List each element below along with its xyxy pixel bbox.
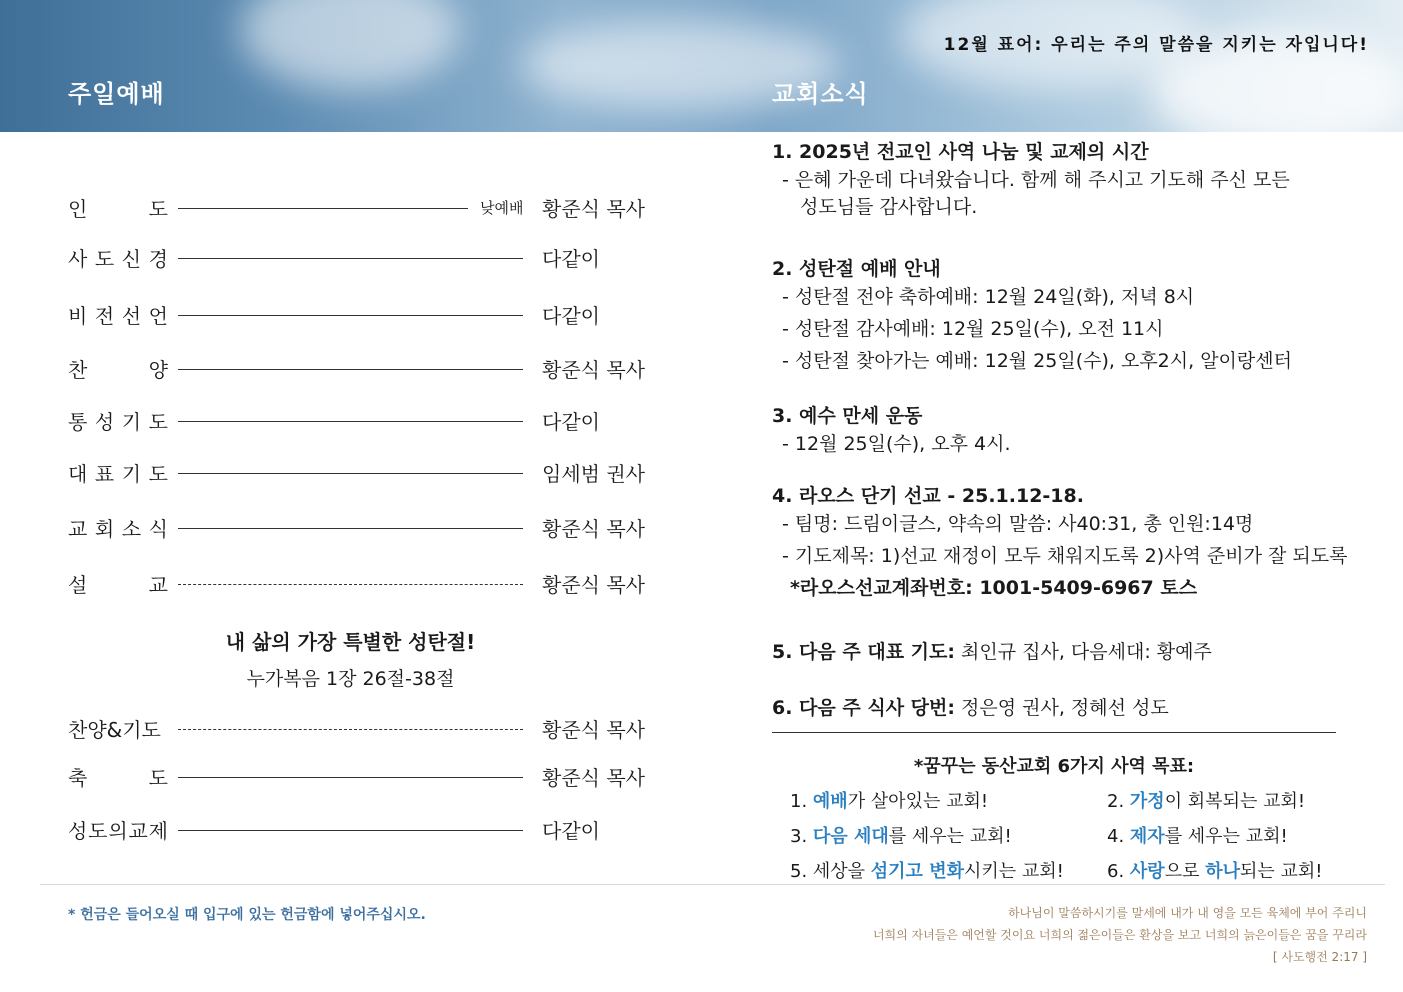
- goal-highlight: 제자: [1129, 826, 1165, 847]
- label-char: 제: [148, 819, 168, 843]
- news-section-title: 교회소식: [772, 80, 869, 108]
- label-char: 찬: [68, 358, 88, 382]
- footer-verse: [873, 902, 1367, 968]
- news-item-5: [772, 637, 1212, 664]
- goals-title: *꿈꾸는 동산교회 6가지 사역 목표:: [913, 756, 1195, 777]
- order-leader-line: [178, 421, 523, 422]
- label-char: 전: [94, 304, 115, 328]
- news-line: - 성탄절 감사예배: 12월 25일(수), 오전 11시: [782, 318, 1164, 340]
- order-row: [68, 569, 668, 599]
- goal-highlight: 하나: [1205, 861, 1240, 882]
- label-char: 축: [68, 766, 88, 790]
- news-item-6: [772, 693, 1169, 720]
- label-char: 신: [121, 247, 142, 271]
- goal-text: 4.: [1107, 826, 1130, 847]
- verse-line: 너희의 자녀들은 예언할 것이요 너희의 젊은이들은 환상을 보고 너희의 늙은이들은 꿈을 꾸리라: [872, 928, 1367, 942]
- goal-text: 를 세우는 교회!: [1164, 826, 1288, 847]
- order-leader-line: [178, 729, 523, 730]
- order-leader-line: [178, 584, 523, 585]
- news-item-3: [772, 401, 1011, 460]
- order-label: [68, 458, 168, 487]
- order-label: [68, 354, 168, 383]
- label-char: 도: [148, 766, 168, 790]
- order-leader: 황준식 목사: [542, 197, 645, 221]
- goal-text: 되는 교회!: [1239, 861, 1323, 882]
- label-char: 성: [94, 410, 115, 434]
- verse-reference: [ 사도행전 2:17 ]: [1272, 950, 1367, 964]
- order-leader-line: [178, 473, 523, 474]
- order-leader-line: [178, 830, 523, 831]
- goal-5: [790, 857, 1064, 883]
- order-leader: 임세범 권사: [542, 462, 645, 486]
- offering-notice: * 헌금은 들어오실 때 입구에 있는 헌금함에 넣어주십시오.: [68, 907, 426, 923]
- label-char: 인: [68, 197, 88, 221]
- order-row: [68, 513, 668, 543]
- label-char: 도: [148, 197, 168, 221]
- news-item-2: [772, 254, 1292, 377]
- goal-highlight: 예배: [812, 791, 848, 812]
- goal-6: [1107, 857, 1322, 883]
- label-char: 설: [68, 573, 88, 597]
- news-title: 1. 2025년 전교인 사역 나눔 및 교제의 시간: [772, 141, 1149, 163]
- news-line: - 팀명: 드림이글스, 약속의 말씀: 사40:31, 총 인원:14명: [782, 513, 1254, 535]
- news-line: - 성탄절 찾아가는 예배: 12월 25일(수), 오후2시, 알이랑센터: [782, 350, 1292, 372]
- order-leader: 황준식 목사: [542, 573, 645, 597]
- bank-account: *라오스선교계좌번호: 1001-5409-6967 토스: [790, 577, 1198, 599]
- order-leader: 다같이: [542, 819, 600, 843]
- order-label: [68, 513, 168, 542]
- order-leader-line: [178, 528, 523, 529]
- order-label: [68, 569, 168, 598]
- order-leader-line: [178, 369, 523, 370]
- label-char: 대: [68, 462, 88, 486]
- order-label: [68, 243, 168, 272]
- label-char: 사: [68, 247, 88, 271]
- label-char: 언: [148, 304, 168, 328]
- goal-highlight: 사랑: [1129, 861, 1165, 882]
- label-char: 기: [121, 410, 142, 434]
- news-title: 2. 성탄절 예배 안내: [772, 258, 941, 280]
- news-line: 성도님들 감사합니다.: [800, 196, 978, 218]
- divider: [772, 732, 1336, 733]
- news-title: 6. 다음 주 식사 당번:: [772, 697, 955, 719]
- goal-text: 3.: [790, 826, 813, 847]
- monthly-motto: 12월 표어: 우리는 주의 말씀을 지키는 자입니다!: [943, 35, 1369, 55]
- news-line: - 기도제목: 1)선교 재정이 모두 채워지도록 2)사역 준비가 잘 되도록: [782, 545, 1348, 567]
- goal-highlight: 가정: [1129, 791, 1165, 812]
- order-leader: 황준식 목사: [542, 766, 645, 790]
- order-label: [68, 762, 168, 791]
- order-row: [68, 243, 668, 273]
- order-row: [68, 406, 668, 436]
- order-row: [68, 300, 668, 330]
- goal-text: 5. 세상을: [790, 861, 871, 882]
- goal-text: 를 세우는 교회!: [888, 826, 1012, 847]
- goal-text: 1.: [790, 791, 813, 812]
- label-char: 도: [94, 247, 115, 271]
- news-title: 5. 다음 주 대표 기도:: [772, 641, 955, 663]
- order-label: [68, 193, 168, 222]
- goal-text: 시키는 교회!: [964, 861, 1064, 882]
- header-banner: [0, 0, 1403, 132]
- label-char: 통: [68, 410, 88, 434]
- goal-highlight: 섬기고 변화: [870, 861, 964, 882]
- label-char: 도: [88, 819, 108, 843]
- label-char: 교: [148, 573, 168, 597]
- label-char: 교: [68, 517, 88, 541]
- order-label: [68, 300, 168, 329]
- label-char: 비: [68, 304, 88, 328]
- label-char: 도: [148, 410, 168, 434]
- order-row: [68, 193, 668, 223]
- news-line: - 성탄절 전야 축하예배: 12월 24일(화), 저녁 8시: [782, 286, 1195, 308]
- news-line: - 은혜 가운데 다녀왔습니다. 함께 해 주시고 기도해 주신 모든: [782, 169, 1290, 191]
- goal-highlight: 다음 세대: [812, 826, 889, 847]
- goal-1: [790, 787, 988, 813]
- label-char: 도: [148, 462, 168, 486]
- news-title: 4. 라오스 단기 선교 - 25.1.12-18.: [772, 485, 1084, 507]
- label-char: 소: [121, 517, 142, 541]
- sermon-verse: 누가복음 1장 26절-38절: [246, 668, 455, 690]
- cloud-decoration: [240, 0, 460, 90]
- news-item-1: [772, 137, 1290, 218]
- goal-text: 가 살아있는 교회!: [847, 791, 989, 812]
- order-leader: 황준식 목사: [542, 517, 645, 541]
- order-row: [68, 714, 668, 744]
- order-leader: 다같이: [542, 247, 600, 271]
- label-char: 회: [94, 517, 115, 541]
- order-leader-line: [178, 258, 523, 259]
- label-char: 선: [121, 304, 142, 328]
- label-char: 성: [68, 819, 88, 843]
- order-row: [68, 762, 668, 792]
- goal-text: 으로: [1164, 861, 1206, 882]
- order-leader: 다같이: [542, 410, 600, 434]
- news-line: - 12월 25일(수), 오후 4시.: [782, 433, 1011, 455]
- goal-3: [790, 822, 1012, 848]
- order-row: [68, 815, 668, 845]
- label-char: 표: [94, 462, 115, 486]
- news-line: 정은영 권사, 정혜선 성도: [954, 697, 1169, 719]
- goal-text: 이 회복되는 교회!: [1164, 791, 1306, 812]
- goal-text: 6.: [1107, 861, 1130, 882]
- goal-4: [1107, 822, 1288, 848]
- order-leader: 다같이: [542, 304, 600, 328]
- goal-text: 2.: [1107, 791, 1130, 812]
- label-char: 양: [148, 358, 168, 382]
- order-row: [68, 458, 668, 488]
- order-leader: 황준식 목사: [542, 718, 645, 742]
- order-label: 찬양&기도: [68, 718, 161, 742]
- sermon-title: 내 삶의 가장 특별한 성탄절!: [225, 630, 476, 654]
- news-title: 3. 예수 만세 운동: [772, 405, 923, 427]
- order-label: [68, 815, 168, 844]
- verse-line: 하나님이 말씀하시기를 말세에 내가 내 영을 모든 육체에 부어 주리니: [1008, 906, 1367, 920]
- order-leader: 황준식 목사: [542, 358, 645, 382]
- label-char: 경: [148, 247, 168, 271]
- label-char: 교: [128, 819, 148, 843]
- order-leader-line: [178, 208, 468, 209]
- order-label: [68, 406, 168, 435]
- order-leader-line: [178, 315, 523, 316]
- label-char: 의: [108, 819, 128, 843]
- news-item-4: [772, 481, 1347, 604]
- order-row: [68, 354, 668, 384]
- worship-section-title: 주일예배: [68, 80, 165, 108]
- news-line: 최인규 집사, 다음세대: 황예주: [954, 641, 1212, 663]
- service-name: 낮예배: [480, 199, 524, 217]
- label-char: 식: [148, 517, 168, 541]
- goal-2: [1107, 787, 1305, 813]
- footer-divider: [40, 884, 1385, 885]
- label-char: 기: [121, 462, 142, 486]
- order-leader-line: [178, 777, 523, 778]
